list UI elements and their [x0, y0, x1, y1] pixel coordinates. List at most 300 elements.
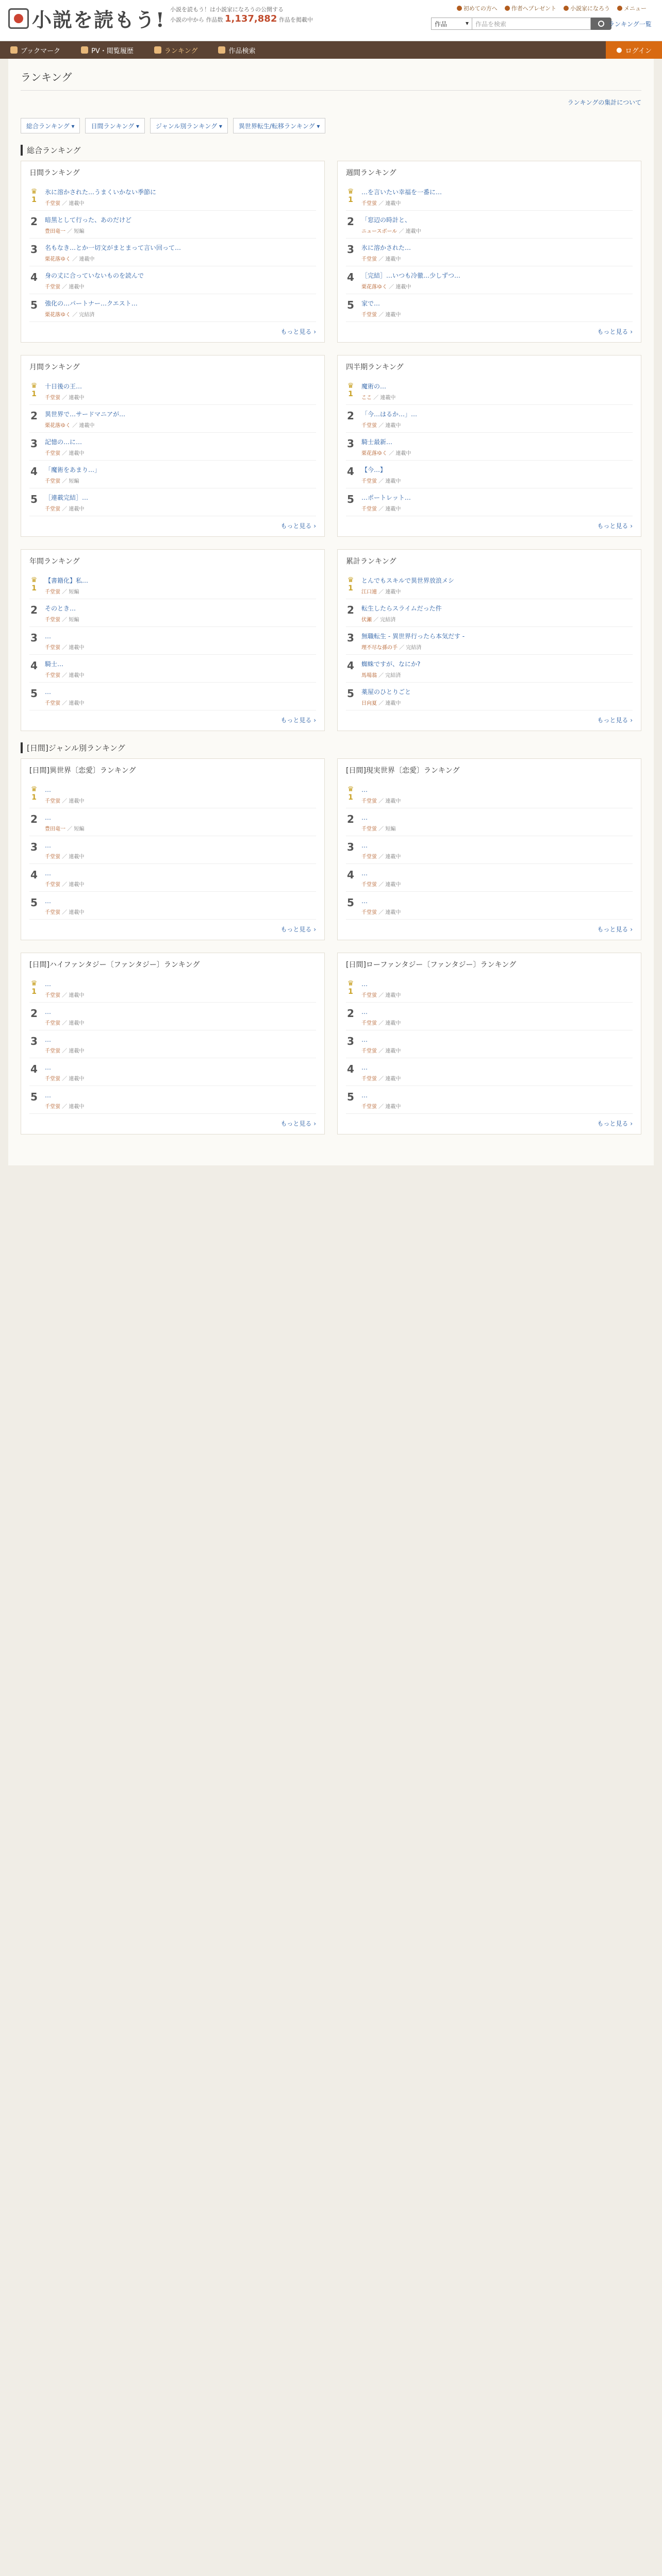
work-meta	[361, 393, 633, 401]
author-link[interactable]: 千堂蛍	[361, 479, 377, 484]
author-link[interactable]: 千堂蛍	[45, 506, 60, 512]
work-title-link[interactable]: 十日後の王…	[45, 383, 82, 390]
work-title-link[interactable]: …	[361, 980, 368, 988]
top-link[interactable]: 初めての方へ	[457, 4, 498, 12]
work-meta	[45, 227, 316, 234]
work-meta	[45, 699, 316, 706]
main-content	[8, 59, 654, 1165]
work-title-link[interactable]: …	[45, 633, 51, 640]
author-link[interactable]: 千堂蛍	[361, 1104, 377, 1110]
ranking-item	[29, 1003, 316, 1030]
author-link[interactable]: 理不尽な孫の手	[361, 645, 398, 651]
genre-tab[interactable]: 総合ランキング ▾	[21, 118, 80, 133]
item-body	[45, 813, 316, 832]
item-body	[45, 1007, 316, 1026]
ranking-item	[346, 1030, 633, 1058]
crown-icon: ♛	[347, 785, 354, 793]
rank-number: 2	[347, 215, 354, 228]
ranking-box	[337, 953, 641, 1134]
work-meta	[361, 1046, 633, 1054]
author-link[interactable]: 千堂蛍	[45, 854, 60, 860]
work-status: ／ 連載中	[377, 479, 401, 484]
ranking-box-title: 日間ランキング	[29, 169, 80, 177]
login-button[interactable]	[606, 41, 662, 59]
tagline-text-3: 作品を掲載中	[278, 16, 313, 23]
crown-icon: ♛	[30, 382, 38, 390]
work-title-link[interactable]: 名もなき…とか一切文がまとまって言い回って…	[45, 244, 181, 251]
ranking-item	[29, 892, 316, 920]
rank-number: 3	[30, 437, 38, 450]
author-link[interactable]: 千堂蛍	[45, 1048, 60, 1054]
ranking-box	[337, 549, 641, 731]
work-meta	[45, 671, 316, 679]
work-title-link[interactable]: …	[361, 1064, 368, 1071]
work-title-link[interactable]: 「窓辺の時計と、	[361, 216, 411, 224]
item-body	[45, 465, 316, 484]
more-link[interactable]: もっと見る ›	[597, 717, 633, 724]
author-link[interactable]: 千堂蛍	[361, 854, 377, 860]
work-title-link[interactable]: …ポートレット…	[361, 494, 411, 501]
ranking-box	[21, 355, 325, 537]
item-body	[45, 493, 316, 512]
ranking-item	[346, 294, 633, 322]
work-status: ／ 連載中	[60, 1104, 85, 1110]
ranking-box-title: 累計ランキング	[346, 557, 396, 566]
author-link[interactable]: 伏瀬	[361, 617, 372, 623]
work-title-link[interactable]: 身の丈に合っていないものを読んで	[45, 272, 144, 279]
work-title-link[interactable]: …	[361, 1092, 368, 1099]
work-meta	[361, 587, 633, 595]
work-meta	[361, 1102, 633, 1110]
author-link[interactable]: 千堂蛍	[361, 257, 377, 262]
author-link[interactable]: 栗花落ゆく	[45, 257, 71, 262]
author-link[interactable]: 千堂蛍	[361, 1048, 377, 1054]
item-body	[45, 604, 316, 623]
work-title-link[interactable]: 騎士…	[45, 660, 64, 668]
rank-number: 5	[30, 1091, 38, 1103]
nav-icon	[218, 46, 225, 54]
author-link[interactable]: 千堂蛍	[45, 993, 60, 998]
work-title-link[interactable]: そのとき…	[45, 605, 76, 612]
more-link[interactable]: もっと見る ›	[280, 328, 316, 335]
genre-tab[interactable]: ジャンル別ランキング ▾	[150, 118, 228, 133]
rank-number: 1	[348, 196, 353, 204]
author-link[interactable]: 千堂蛍	[45, 479, 60, 484]
crown-icon: ♛	[347, 188, 354, 196]
work-title-link[interactable]: …	[45, 870, 51, 877]
ranking-item	[346, 864, 633, 892]
author-link[interactable]: 千堂蛍	[45, 451, 60, 456]
work-title-link[interactable]: …	[45, 980, 51, 988]
search-select-value: 作品	[435, 21, 448, 28]
author-link[interactable]: 千堂蛍	[361, 1076, 377, 1082]
item-body	[361, 465, 633, 484]
work-title-link[interactable]: 転生したらスライムだった件	[361, 605, 442, 612]
author-link[interactable]: 千堂蛍	[45, 645, 60, 651]
work-title-link[interactable]: 氷に溶かされた…	[361, 244, 411, 251]
crown-icon: ♛	[30, 188, 38, 196]
work-title-link[interactable]: …	[45, 842, 51, 849]
more-link[interactable]: もっと見る ›	[597, 328, 633, 335]
rank-number: 5	[30, 896, 38, 909]
section-title: [日間]ジャンル別ランキング	[21, 742, 641, 753]
ranking-item	[346, 1058, 633, 1086]
work-meta	[361, 824, 633, 832]
item-body	[45, 188, 316, 207]
work-meta	[361, 449, 633, 456]
item-body	[361, 437, 633, 456]
top-link[interactable]: メニュー	[617, 4, 647, 12]
ranking-item	[346, 683, 633, 710]
author-link[interactable]: 千堂蛍	[45, 284, 60, 290]
more-link[interactable]: もっと見る ›	[280, 1120, 316, 1127]
rank-number: 5	[347, 687, 354, 700]
author-link[interactable]: 豊田竜一	[45, 826, 65, 832]
search-input[interactable]: 作品を検索	[472, 18, 591, 30]
ranking-item	[29, 781, 316, 808]
ranking-list-link[interactable]: ランキング一覧	[608, 21, 652, 28]
rank-number: 1	[31, 584, 37, 592]
rank-number: 5	[30, 687, 38, 700]
author-link[interactable]: 千堂蛍	[361, 882, 377, 888]
rank-number: 1	[348, 390, 353, 398]
work-title-link[interactable]: …	[45, 786, 51, 793]
work-meta	[45, 824, 316, 832]
nav-item[interactable]	[218, 45, 255, 55]
author-link[interactable]: 栗花落ゆく	[361, 284, 387, 290]
nav-item[interactable]	[81, 45, 134, 55]
ranking-item	[346, 377, 633, 405]
work-title-link[interactable]: …	[45, 897, 51, 905]
author-link[interactable]: 千堂蛍	[45, 701, 60, 706]
ranking-item	[29, 294, 316, 322]
rank-number: 4	[347, 659, 354, 672]
work-meta	[45, 587, 316, 595]
author-link[interactable]: 千堂蛍	[45, 1021, 60, 1026]
author-link[interactable]: 栗花落ゆく	[361, 451, 387, 456]
work-title-link[interactable]: ［連載完結］…	[45, 494, 89, 501]
ranking-box-title: [日間]ハイファンタジー〔ファンタジー〕ランキング	[29, 961, 200, 969]
ranking-item	[29, 808, 316, 836]
item-body	[45, 215, 316, 234]
nav-item[interactable]	[154, 45, 198, 55]
crown-icon: ♛	[30, 979, 38, 988]
work-title-link[interactable]: 暗黒として行った、あのだけど	[45, 216, 132, 224]
author-link[interactable]: 千堂蛍	[45, 1104, 60, 1110]
rank-number: 1	[31, 988, 37, 996]
work-status: ／ 連載中	[397, 229, 421, 234]
item-body	[45, 785, 316, 804]
global-nav	[0, 41, 662, 59]
nav-item[interactable]	[10, 45, 60, 55]
work-status: ／ 連載中	[372, 395, 396, 401]
work-title-link[interactable]: 蜘蛛ですが、なにか?	[361, 660, 421, 668]
rank-number: 3	[347, 437, 354, 450]
crown-icon	[29, 785, 39, 804]
work-title-link[interactable]: …	[45, 814, 51, 821]
rank-number: 3	[30, 1035, 38, 1047]
author-link[interactable]: 千堂蛍	[45, 910, 60, 916]
author-link[interactable]: 千堂蛍	[361, 993, 377, 998]
work-status: ／ 連載中	[377, 1048, 401, 1054]
ranking-item	[29, 1058, 316, 1086]
author-link[interactable]: ニュースボール	[361, 229, 398, 234]
ranking-item	[346, 975, 633, 1003]
work-title-link[interactable]: ［完結］…いつも冷徹…少しずつ…	[361, 272, 461, 279]
item-body	[361, 410, 633, 429]
ranking-item	[29, 488, 316, 516]
author-link[interactable]: 千堂蛍	[361, 826, 377, 832]
work-meta	[45, 852, 316, 860]
author-link[interactable]: 千堂蛍	[361, 1021, 377, 1026]
rank-number: 3	[30, 632, 38, 644]
item-body	[45, 437, 316, 456]
work-meta	[45, 477, 316, 484]
author-link[interactable]: 馬場翁	[361, 673, 377, 679]
ranking-section	[21, 145, 641, 731]
author-link[interactable]: 千堂蛍	[361, 423, 377, 429]
item-body	[361, 1007, 633, 1026]
ranking-box	[337, 758, 641, 940]
work-title-link[interactable]: 「今…はるか…」…	[361, 411, 418, 418]
ranking-item	[29, 211, 316, 239]
work-status: ／ 短編	[65, 826, 85, 832]
author-link[interactable]: 千堂蛍	[45, 1076, 60, 1082]
work-title-link[interactable]: …	[45, 688, 51, 696]
work-title-link[interactable]: 記憶の…に…	[45, 438, 82, 446]
rank-number: 1	[348, 584, 353, 592]
work-meta	[361, 671, 633, 679]
work-status: ／ 連載中	[377, 312, 401, 318]
work-title-link[interactable]: …	[361, 1008, 368, 1015]
ranking-box	[21, 161, 325, 343]
work-title-link[interactable]: …	[45, 1064, 51, 1071]
work-meta	[45, 1074, 316, 1082]
work-status: ／ 連載中	[60, 395, 85, 401]
top-link[interactable]: 作者へプレゼント	[505, 4, 556, 12]
work-title-link[interactable]: …	[361, 786, 368, 793]
work-status: ／ 連載中	[60, 993, 85, 998]
section-title: 総合ランキング	[21, 145, 641, 156]
author-link[interactable]: 千堂蛍	[361, 910, 377, 916]
ranking-item	[29, 571, 316, 599]
work-meta	[45, 643, 316, 651]
ranking-item	[29, 239, 316, 266]
ranking-item	[29, 627, 316, 655]
work-title-link[interactable]: …	[361, 897, 368, 905]
rank-number: 4	[347, 271, 354, 283]
ranking-item	[346, 655, 633, 683]
more-link[interactable]: もっと見る ›	[597, 926, 633, 933]
work-status: ／ 連載中	[60, 1021, 85, 1026]
item-body	[45, 659, 316, 679]
work-title-link[interactable]: …	[361, 842, 368, 849]
rank-number: 4	[30, 869, 38, 881]
item-body	[361, 896, 633, 916]
genre-tab[interactable]: 日間ランキング ▾	[85, 118, 144, 133]
logo-text: 小説を読もう!	[32, 8, 166, 31]
rank-number: 2	[347, 813, 354, 825]
ranking-item	[346, 405, 633, 433]
crown-icon: ♛	[347, 382, 354, 390]
work-meta	[361, 699, 633, 706]
work-meta	[45, 880, 316, 888]
work-title-link[interactable]: …	[361, 1036, 368, 1043]
item-body	[45, 576, 316, 595]
top-link[interactable]: 小説家になろう	[564, 4, 610, 12]
ranking-box-title: 週間ランキング	[346, 169, 396, 177]
work-meta	[361, 255, 633, 262]
rank-number: 3	[347, 841, 354, 853]
genre-tab[interactable]: 異世界転生/転移ランキング ▾	[233, 118, 326, 133]
work-title-link[interactable]: …を言いたい幸福を一番に…	[361, 189, 442, 196]
work-status: ／ 連載中	[377, 257, 401, 262]
rank-number: 2	[30, 813, 38, 825]
more-link[interactable]: もっと見る ›	[280, 717, 316, 724]
work-meta	[45, 449, 316, 456]
item-body	[361, 979, 633, 998]
ranking-item	[29, 975, 316, 1003]
work-status: ／ 短編	[65, 229, 85, 234]
rank-number: 2	[30, 1007, 38, 1020]
work-title-link[interactable]: …	[361, 870, 368, 877]
about-ranking-link[interactable]: ランキングの集計について	[567, 99, 641, 106]
nav-icon	[10, 46, 18, 54]
rank-number: 4	[30, 1063, 38, 1075]
author-link[interactable]: 千堂蛍	[45, 589, 60, 595]
ranking-box-title: 月間ランキング	[29, 363, 80, 371]
work-meta	[361, 643, 633, 651]
work-status: ／ 短編	[60, 479, 79, 484]
work-status: ／ 完結済	[71, 312, 95, 318]
author-link[interactable]: 千堂蛍	[361, 312, 377, 318]
item-body	[361, 576, 633, 595]
genre-tabs	[21, 118, 641, 133]
item-body	[361, 632, 633, 651]
ranking-box-title: 年間ランキング	[29, 557, 80, 566]
rank-number: 3	[347, 632, 354, 644]
crown-icon	[29, 576, 39, 595]
work-title-link[interactable]: 異世界で…サードマニアが…	[45, 411, 126, 418]
ranking-box	[337, 355, 641, 537]
link-icon	[457, 6, 462, 11]
page-title: ランキング	[21, 59, 641, 91]
author-link[interactable]: 千堂蛍	[45, 799, 60, 804]
work-status: ／ 連載中	[377, 1021, 401, 1026]
ranking-grid	[21, 161, 641, 731]
crown-icon: ♛	[347, 576, 354, 584]
work-title-link[interactable]: …	[45, 1008, 51, 1015]
work-status: ／ 連載中	[60, 1076, 85, 1082]
work-title-link[interactable]: 魔術の…	[361, 383, 387, 390]
work-title-link[interactable]: 氷に溶かされた…うまくいかない季節に	[45, 189, 157, 196]
work-title-link[interactable]: 薬屋のひとりごと	[361, 688, 411, 696]
work-status: ／ 連載中	[60, 506, 85, 512]
item-body	[361, 299, 633, 318]
ranking-item	[29, 433, 316, 461]
rank-number: 4	[30, 271, 38, 283]
work-meta	[45, 908, 316, 916]
work-title-link[interactable]: とんでもスキルで異世界放浪メシ	[361, 577, 454, 584]
author-link[interactable]: 日向夏	[361, 701, 377, 706]
author-link[interactable]: 千堂蛍	[45, 395, 60, 401]
ranking-item	[29, 599, 316, 627]
nav-icon	[81, 46, 88, 54]
item-body	[361, 1063, 633, 1082]
author-link[interactable]: 千堂蛍	[45, 201, 60, 207]
ranking-box	[21, 758, 325, 940]
author-link[interactable]: 千堂蛍	[361, 506, 377, 512]
author-link[interactable]: 江口連	[361, 589, 377, 595]
author-link[interactable]: 栗花落ゆく	[45, 312, 71, 318]
work-title-link[interactable]: 【今…】	[361, 466, 387, 473]
rank-number: 5	[30, 493, 38, 505]
author-link[interactable]: 千堂蛍	[361, 201, 377, 207]
work-title-link[interactable]: 強化の…パートナー…クエスト…	[45, 300, 138, 307]
work-meta	[45, 1102, 316, 1110]
work-meta	[361, 852, 633, 860]
work-title-link[interactable]: …	[361, 814, 368, 821]
item-body	[45, 299, 316, 318]
work-title-link[interactable]: …	[45, 1036, 51, 1043]
more-link[interactable]: もっと見る ›	[597, 1120, 633, 1127]
site-logo[interactable]	[8, 4, 166, 32]
item-body	[361, 215, 633, 234]
more-link[interactable]: もっと見る ›	[597, 522, 633, 530]
work-status: ／ 連載中	[60, 673, 85, 679]
ranking-box-title: [日間]現実世界〔恋愛〕ランキング	[346, 767, 460, 775]
item-body	[45, 1063, 316, 1082]
item-body	[361, 785, 633, 804]
work-title-link[interactable]: 騎士最新…	[361, 438, 393, 446]
crown-icon	[346, 576, 355, 595]
work-title-link[interactable]: 「魔術をあまり…」	[45, 466, 101, 473]
work-meta	[361, 227, 633, 234]
nav-label: 作品検索	[228, 47, 256, 55]
work-meta	[361, 908, 633, 916]
work-status: ／ 連載中	[60, 882, 85, 888]
ranking-item	[346, 781, 633, 808]
work-status: ／ 連載中	[60, 799, 85, 804]
crown-icon	[29, 382, 39, 401]
work-title-link[interactable]: 【書籍化】私…	[45, 577, 89, 584]
work-title-link[interactable]: 家で…	[361, 300, 380, 307]
more-link[interactable]: もっと見る ›	[280, 926, 316, 933]
site-header	[0, 0, 662, 41]
author-link[interactable]: 豊田竜一	[45, 229, 65, 234]
author-link[interactable]: 千堂蛍	[45, 673, 60, 679]
search-type-select[interactable]	[431, 18, 472, 30]
author-link[interactable]: 千堂蛍	[45, 617, 60, 623]
work-meta	[45, 1019, 316, 1026]
work-status: ／ 短編	[60, 617, 79, 623]
author-link[interactable]: 栗花落ゆく	[45, 423, 71, 429]
more-link[interactable]: もっと見る ›	[280, 522, 316, 530]
work-meta	[361, 1019, 633, 1026]
work-meta	[361, 199, 633, 207]
work-status: ／ 完結済	[398, 645, 422, 651]
work-title-link[interactable]: …	[45, 1092, 51, 1099]
work-status: ／ 連載中	[387, 284, 411, 290]
crown-icon	[29, 979, 39, 998]
author-link[interactable]: ここ	[361, 395, 372, 401]
user-icon: ●	[616, 46, 622, 54]
work-title-link[interactable]: 無職転生 - 異世界行ったら本気だす -	[361, 633, 465, 640]
link-icon	[505, 6, 510, 11]
author-link[interactable]: 千堂蛍	[361, 799, 377, 804]
work-meta	[45, 310, 316, 318]
author-link[interactable]: 千堂蛍	[45, 882, 60, 888]
